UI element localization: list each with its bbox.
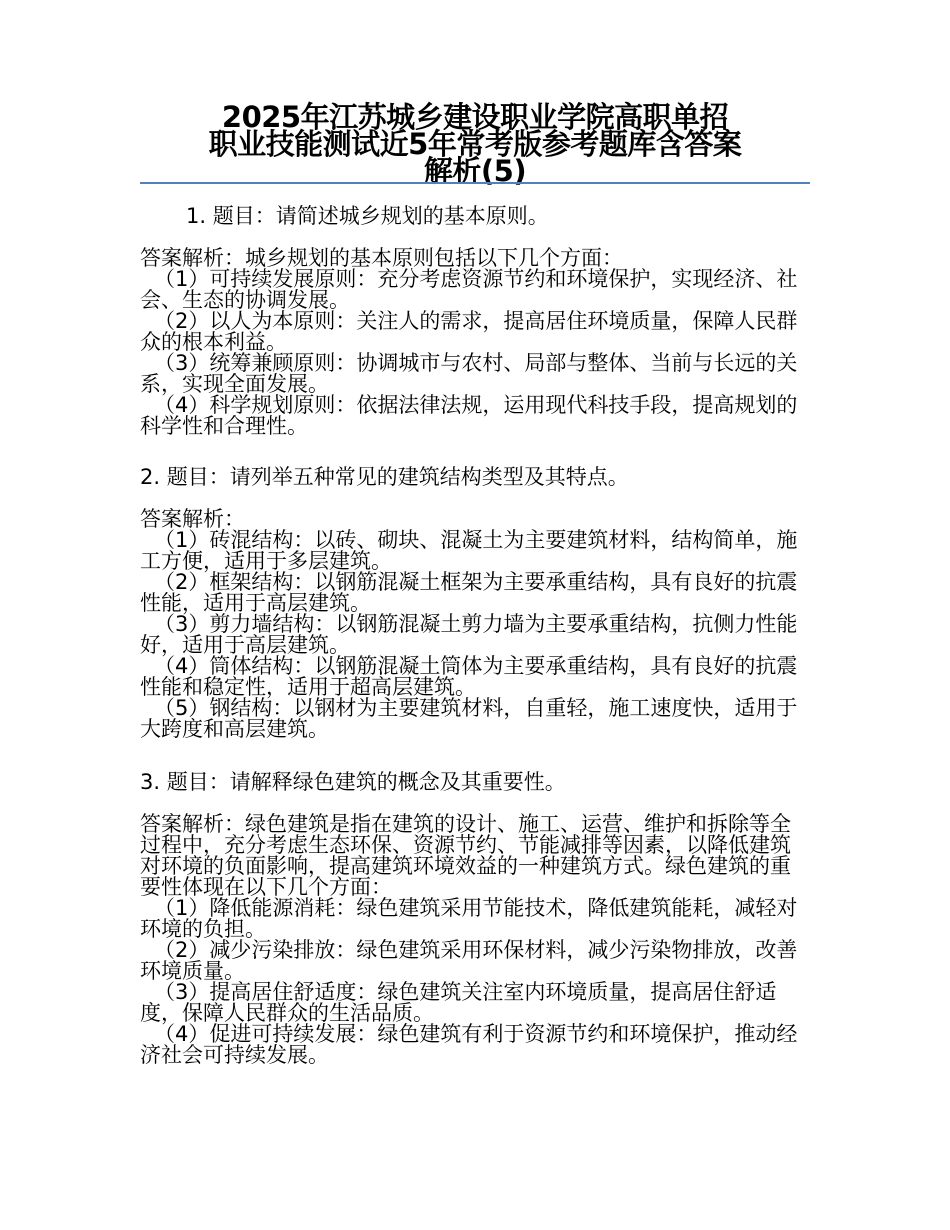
title-line-2: 职业技能测试近5年常考版参考题库含答案 <box>208 127 742 161</box>
question-3: 3. 题目：请解释绿色建筑的概念及其重要性。 <box>140 770 566 794</box>
question-1: 1. 题目：请简述城乡规划的基本原则。 <box>186 204 549 228</box>
answer-2-item-3: （3）剪力墙结构：以钢筋混凝土剪力墙为主要承重结构，抗侧力性能好，适用于高层建筑。 <box>140 612 798 657</box>
answer-3 <box>140 814 810 1066</box>
answer-2-item-5: （5）钢结构：以钢材为主要建筑材料，自重轻，施工速度快，适用于大跨度和高层建筑。 <box>140 696 798 741</box>
answer-2-item-2: （2）框架结构：以钢筋混凝土框架为主要承重结构，具有良好的抗震性能，适用于高层建筑。 <box>140 570 798 615</box>
title-line-1: 2025年江苏城乡建设职业学院高职单招 <box>221 100 729 134</box>
answer-2 <box>140 509 810 740</box>
answer-2-item-4: （4）筒体结构：以钢筋混凝土筒体为主要承重结构，具有良好的抗震性能和稳定性，适用于超高层建筑。 <box>140 654 798 699</box>
title-line-3: 解析(5) <box>423 154 527 188</box>
answer-3-intro: 答案解析：绿色建筑是指在建筑的设计、施工、运营、维护和拆除等全过程中，充分考虑生态环保、资源节约、节能减排等因素，以降低建筑对环境的负面影响，提高建筑环境效益的一种建筑方式。绿色建筑的重要性体现在以下几个方面： <box>140 812 791 899</box>
answer-3-item-4: （4）促进可持续发展：绿色建筑有利于资源节约和环境保护，推动经济社会可持续发展。 <box>140 1022 798 1067</box>
question-2: 2. 题目：请列举五种常见的建筑结构类型及其特点。 <box>140 465 629 489</box>
answer-3-item-2: （2）减少污染排放：绿色建筑采用环保材料，减少污染物排放，改善环境质量。 <box>140 938 798 983</box>
answer-1 <box>140 248 810 437</box>
answer-3-item-3: （3）提高居住舒适度：绿色建筑关注室内环境质量，提高居住舒适度，保障人民群众的生活品质。 <box>140 980 777 1025</box>
title-divider <box>140 182 810 184</box>
answer-1-item-3: （3）统筹兼顾原则：协调城市与农村、局部与整体、当前与长远的关系，实现全面发展。 <box>140 351 798 396</box>
answer-2-intro: 答案解析： <box>140 507 245 531</box>
answer-1-item-2: （2）以人为本原则：关注人的需求，提高居住环境质量，保障人民群众的根本利益。 <box>140 309 798 354</box>
answer-1-item-1: （1）可持续发展原则：充分考虑资源节约和环境保护，实现经济、社会、生态的协调发展。 <box>140 267 798 312</box>
answer-3-item-1: （1）降低能源消耗：绿色建筑采用节能技术，降低建筑能耗，减轻对环境的负担。 <box>140 896 798 941</box>
answer-1-item-4: （4）科学规划原则：依据法律法规，运用现代科技手段，提高规划的科学性和合理性。 <box>140 393 798 438</box>
document-title <box>140 100 810 188</box>
answer-1-intro: 答案解析：城乡规划的基本原则包括以下几个方面： <box>140 246 623 270</box>
answer-2-item-1: （1）砖混结构：以砖、砌块、混凝土为主要建筑材料，结构简单，施工方便，适用于多层建筑。 <box>140 528 798 573</box>
